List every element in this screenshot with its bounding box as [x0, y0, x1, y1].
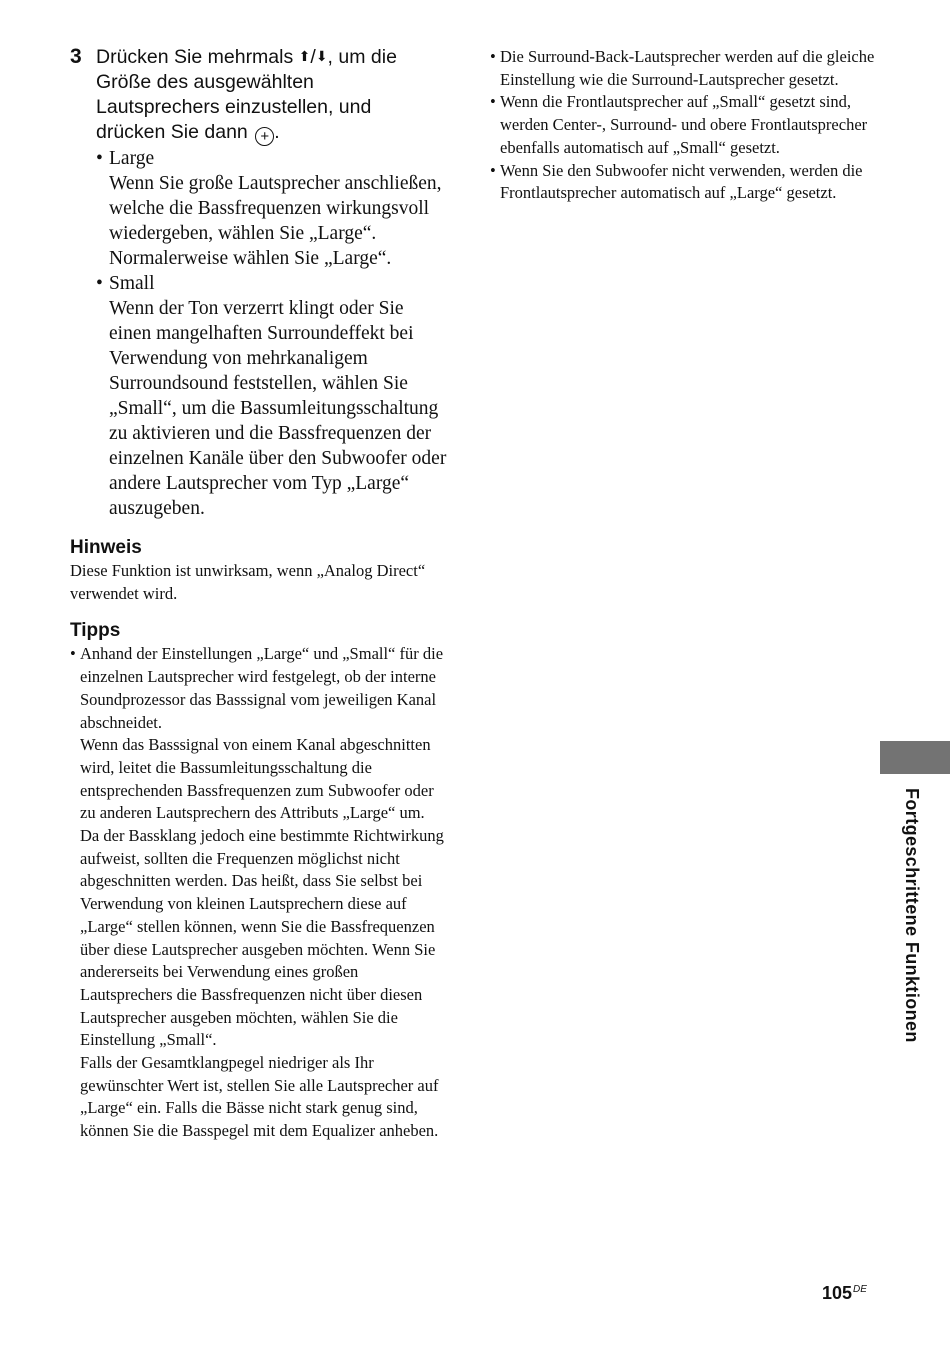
option-large — [96, 146, 450, 271]
tipps-list-left — [70, 643, 450, 1142]
page-number-value: 105 — [822, 1283, 853, 1303]
page-number — [822, 1283, 867, 1304]
tipps-list-right — [490, 46, 880, 205]
step-line-2: Größe des ausgewählten — [96, 71, 314, 93]
step-text-end: drücken Sie dann — [96, 121, 254, 143]
step-text-pre: Drücken Sie mehrmals — [96, 46, 299, 68]
step-period: . — [274, 121, 280, 143]
section-tab-marker — [880, 741, 950, 774]
right-column — [490, 46, 880, 205]
tipps-item-1-p4: Falls der Gesamtklangpegel niedriger als Ihr gewünschter Wert ist, stellen Sie alle Lautsprecher auf „Large“ ein. Falls die Bässe nicht stark genug sind, können Sie die Basspegel mit dem Equalizer anheben. — [80, 1053, 439, 1141]
tipps-item-3: • Wenn die Frontlautsprecher auf „Small“ gesetzt sind, werden Center-, Surround- und obere Frontlautsprecher ebenfalls automatisch auf „Small“ gesetzt. — [490, 91, 880, 159]
enter-button-icon: + — [255, 127, 274, 146]
tipps-item-1-p2: Wenn das Basssignal von einem Kanal abgeschnitten wird, leitet die Bassumleitungsschaltung die entsprechenden Bassfrequenzen zum Subwoofer oder zu anderen Lautsprechern des Attributs „Large“ um. — [80, 735, 434, 823]
option-small — [96, 271, 450, 521]
tipps-heading: Tipps — [70, 620, 121, 642]
arrow-down-icon: ⬇ — [315, 48, 328, 64]
section-side-label — [902, 788, 922, 1068]
tipps-item-1 — [70, 643, 450, 1142]
tipps-item-4: • Wenn Sie den Subwoofer nicht verwenden, werden die Frontlautsprecher automatisch auf „Large“ gesetzt. — [490, 160, 880, 205]
tipps-item-1-p3: Da der Bassklang jedoch eine bestimmte Richtwirkung aufweist, sollten die Frequenzen möglichst nicht abgeschnitten werden. Das heißt, dass Sie selbst bei Verwendung von kleinen Lautsprechern diese auf „Large“ stellen können, wenn Sie die Bassfrequenzen über diese Lautsprecher ausgeben möchten. Wenn Sie andererseits bei Verwendung eines großen Lautsprechers die Bassfrequenzen nicht über diesen Lautsprecher ausgeben möchten, wählen Sie die Einstellung „Small“. — [80, 826, 444, 1050]
step-number: 3 — [70, 45, 82, 68]
left-column — [70, 44, 450, 1143]
step-3 — [70, 44, 450, 146]
hinweis-heading: Hinweis — [70, 537, 142, 558]
step-line-3: Lautsprechers einzustellen, und — [96, 96, 372, 118]
arrow-up-icon: ⬆ — [298, 48, 311, 64]
tipps-item-1-p1: • Anhand der Einstellungen „Large“ und „Small“ für die einzelnen Lautsprecher wird festgelegt, ob der interne Soundprozessor das Basssignal vom jeweiligen Kanal abschneidet. — [80, 644, 444, 732]
option-small-name: • Small — [96, 271, 450, 296]
size-options — [96, 146, 450, 521]
page-number-suffix: DE — [853, 1284, 867, 1295]
section-side-label-text: Fortgeschrittene Funktionen — [902, 788, 922, 1043]
hinweis-text: Diese Funktion ist unwirksam, wenn „Analog Direct“ verwendet wird. — [70, 561, 426, 603]
option-large-name: • Large — [96, 146, 450, 171]
tipps-item-2: • Die Surround-Back-Lautsprecher werden auf die gleiche Einstellung wie die Surround-Lautsprecher gesetzt. — [490, 46, 880, 91]
slash: / — [310, 46, 316, 68]
option-large-description: Wenn Sie große Lautsprecher anschließen, welche die Bassfrequenzen wirkungsvoll wiedergeben, wählen Sie „Large“. Normalerweise wählen Sie „Large“. — [109, 173, 442, 269]
option-small-description: Wenn der Ton verzerrt klingt oder Sie einen mangelhaften Surroundeffekt bei Verwendung von mehrkanaligem Surroundsound feststellen, wählen Sie „Small“, um die Bassumleitungsschaltung zu aktivieren und die Bassfrequenzen der einzelnen Kanäle über den Subwoofer oder andere Lautsprecher vom Typ „Large“ auszugeben. — [109, 298, 447, 519]
step-text-mid: , um die — [327, 46, 397, 68]
